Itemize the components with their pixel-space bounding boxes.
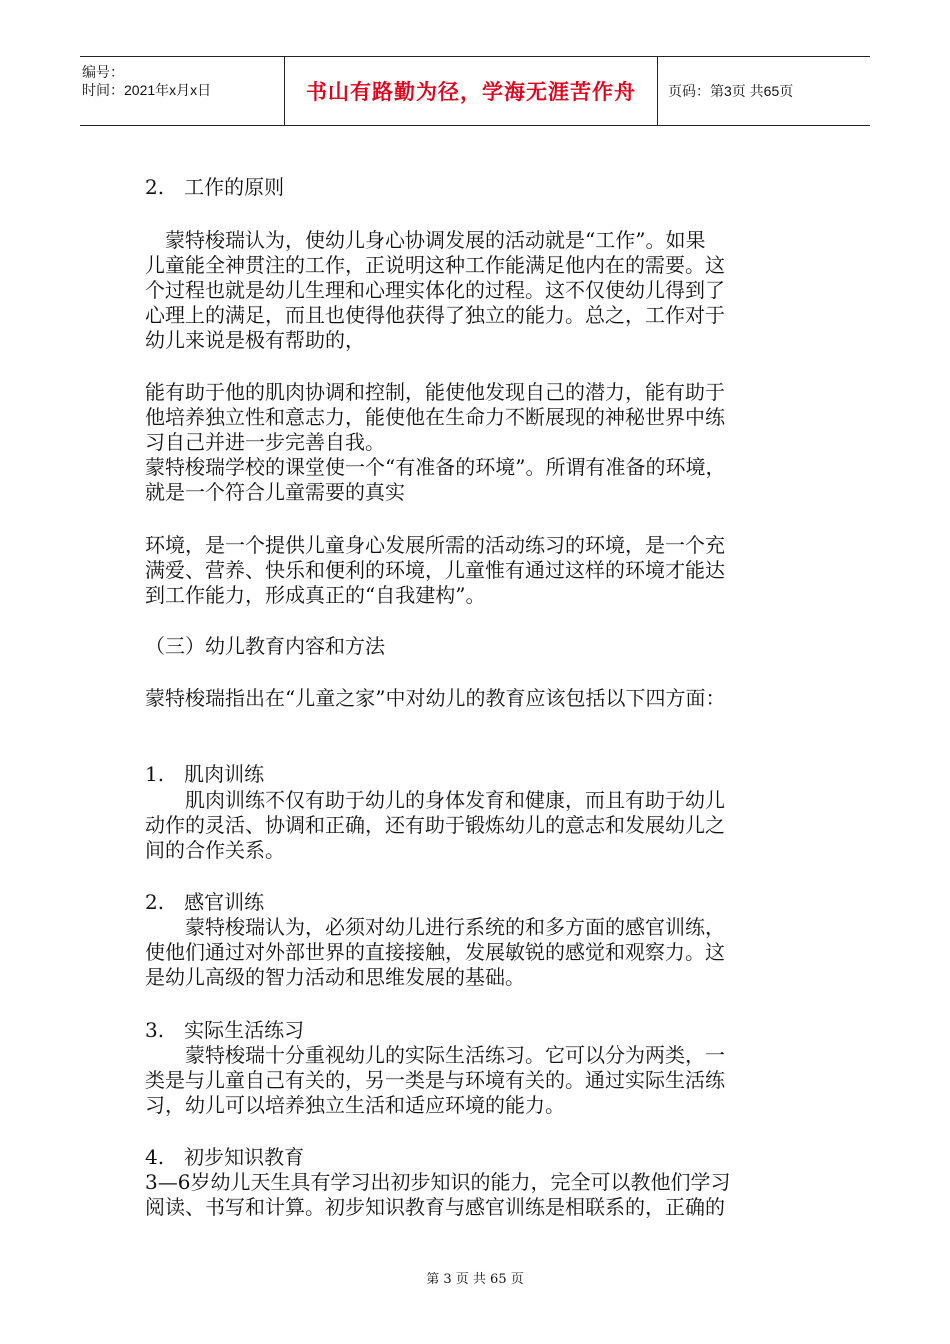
text-line: 蒙特梭瑞指出在“儿童之家”中对幼儿的教育应该包括以下四方面： [145, 686, 726, 710]
text-line: 儿童能全神贯注的工作，正说明这种工作能满足他内在的需要。这 [145, 253, 725, 277]
text-line: 满爱、营养、快乐和便利的环境，儿童惟有通过这样的环境才能达 [145, 558, 725, 582]
section-heading: 2. 感官训练 [145, 890, 265, 914]
header-page-info: 页码：第3页 共65页 [668, 83, 794, 99]
text-line: 阅读、书写和计算。初步知识教育与感官训练是相联系的，正确的 [145, 1195, 725, 1219]
text-line: 蒙特梭瑞认为，使幼儿身心协调发展的活动就是“工作”。如果 [145, 228, 706, 252]
number-label: 编号： [82, 64, 124, 80]
header-motto: 书山有路勤为径，学海无涯苦作舟 [284, 57, 658, 125]
text-line: 蒙特梭瑞十分重视幼儿的实际生活练习。它可以分为两类，一 [145, 1043, 725, 1067]
text-line: 习自己并进一步完善自我。 [145, 430, 385, 454]
text-line: 3—6岁幼儿天生具有学习出初步知识的能力，完全可以教他们学习 [145, 1170, 731, 1194]
text-line: 他培养独立性和意志力，能使他在生命力不断展现的神秘世界中练 [145, 405, 725, 429]
section-heading: 2. 工作的原则 [145, 175, 285, 199]
section-heading: 3. 实际生活练习 [145, 1018, 305, 1042]
time-label: 时间：2021年x月x日 [82, 82, 212, 98]
text-line: 个过程也就是幼儿生理和心理实体化的过程。这不仅使幼儿得到了 [145, 278, 725, 302]
section-heading: 1. 肌肉训练 [145, 762, 265, 786]
text-line: 类是与儿童自己有关的，另一类是与环境有关的。通过实际生活练 [145, 1068, 725, 1092]
text-line: 动作的灵活、协调和正确，还有助于锻炼幼儿的意志和发展幼儿之 [145, 813, 725, 837]
text-line: 能有助于他的肌肉协调和控制，能使他发现自己的潜力，能有助于 [145, 380, 725, 404]
page-header [80, 56, 870, 126]
text-line: 环境，是一个提供儿童身心发展所需的活动练习的环境，是一个充 [145, 533, 725, 557]
section-heading: 4. 初步知识教育 [145, 1145, 305, 1169]
text-line: 习，幼儿可以培养独立生活和适应环境的能力。 [145, 1093, 565, 1117]
text-line: 是幼儿高级的智力活动和思维发展的基础。 [145, 965, 525, 989]
text-line: 幼儿来说是极有帮助的， [145, 328, 365, 352]
text-line: 就是一个符合儿童需要的真实 [145, 480, 405, 504]
text-line: 肌肉训练不仅有助于幼儿的身体发育和健康，而且有助于幼儿 [145, 788, 725, 812]
text-line: 心理上的满足，而且也使得他获得了独立的能力。总之，工作对于 [145, 303, 725, 327]
text-line: 到工作能力，形成真正的“自我建构”。 [145, 583, 486, 607]
header-meta [80, 57, 284, 125]
text-line: 蒙特梭瑞认为，必须对幼儿进行系统的和多方面的感官训练， [145, 915, 725, 939]
section-heading: （三）幼儿教育内容和方法 [145, 634, 385, 658]
text-line: 间的合作关系。 [145, 838, 285, 862]
page-footer: 第 3 页 共 65 页 [426, 1272, 524, 1287]
text-line: 使他们通过对外部世界的直接接触，发展敏锐的感觉和观察力。这 [145, 940, 725, 964]
text-line: 蒙特梭瑞学校的课堂使一个“有准备的环境”。所谓有准备的环境， [145, 455, 726, 479]
